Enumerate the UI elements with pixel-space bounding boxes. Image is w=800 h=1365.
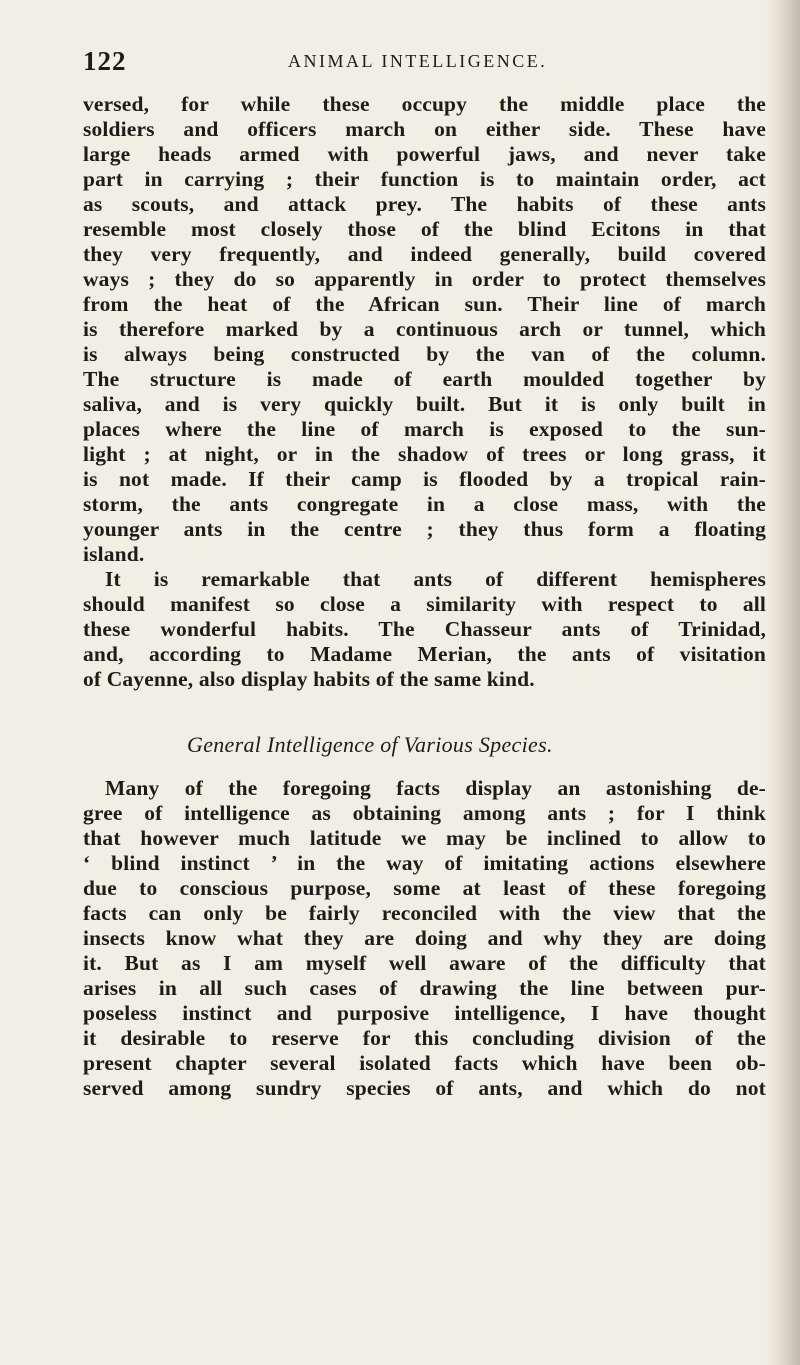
paragraph — [83, 567, 766, 692]
text-line: is always being constructed by the van of the column. — [83, 342, 766, 366]
text-line: present chapter several isolated facts which have been ob- — [83, 1051, 766, 1075]
text-line: should manifest so close a similarity with respect to all — [83, 592, 766, 616]
text-line: The structure is made of earth moulded together by — [83, 367, 766, 391]
text-line: is not made. If their camp is flooded by a tropical rain- — [83, 467, 766, 491]
running-head: ANIMAL INTELLIGENCE. — [288, 51, 548, 71]
text-line: part in carrying ; their function is to maintain order, act — [83, 167, 766, 191]
text-line: soldiers and officers march on either side. These have — [83, 117, 766, 141]
text-line: versed, for while these occupy the middle place the — [83, 92, 766, 116]
text-line: as scouts, and attack prey. The habits of these ants — [83, 192, 766, 216]
text-line: Many of the foregoing facts display an astonishing de- — [105, 776, 766, 800]
paragraph — [83, 776, 766, 1101]
text-line: resemble most closely those of the blind Ecitons in that — [83, 217, 766, 241]
section-heading: General Intelligence of Various Species. — [187, 732, 553, 757]
text-line: due to conscious purpose, some at least of these foregoing — [83, 876, 766, 900]
page-edge-shadow — [766, 0, 800, 1365]
text-line: younger ants in the centre ; they thus form a floating — [83, 517, 766, 541]
text-line: it. But as I am myself well aware of the difficulty that — [83, 951, 766, 975]
text-line: from the heat of the African sun. Their line of march — [83, 292, 766, 316]
text-line: it desirable to reserve for this concluding division of the — [83, 1026, 766, 1050]
text-line: storm, the ants congregate in a close mass, with the — [83, 492, 766, 516]
text-line: It is remarkable that ants of different hemispheres — [105, 567, 766, 591]
page-header — [83, 46, 743, 76]
text-line: arises in all such cases of drawing the line between pur- — [83, 976, 766, 1000]
page-body — [83, 92, 766, 1101]
text-line: ways ; they do so apparently in order to protect themselves — [83, 267, 766, 291]
text-line: that however much latitude we may be inclined to allow to — [83, 826, 766, 850]
text-line: served among sundry species of ants, and which do not — [83, 1076, 766, 1100]
page-number: 122 — [83, 46, 127, 76]
text-line: they very frequently, and indeed generally, build covered — [83, 242, 766, 266]
text-line: and, according to Madame Merian, the ants of visitation — [83, 642, 766, 666]
text-line: places where the line of march is exposed to the sun- — [83, 417, 766, 441]
text-line: poseless instinct and purposive intelligence, I have thought — [83, 1001, 766, 1025]
text-line: of Cayenne, also display habits of the same kind. — [83, 667, 535, 691]
text-line: large heads armed with powerful jaws, and never take — [83, 142, 766, 166]
paragraph — [83, 92, 766, 567]
text-line: ‘ blind instinct ’ in the way of imitating actions elsewhere — [83, 851, 766, 875]
text-line: saliva, and is very quickly built. But it is only built in — [83, 392, 766, 416]
text-line: island. — [83, 542, 145, 566]
text-line: insects know what they are doing and why they are doing — [83, 926, 766, 950]
text-line: these wonderful habits. The Chasseur ants of Trinidad, — [83, 617, 766, 641]
text-line: gree of intelligence as obtaining among ants ; for I think — [83, 801, 766, 825]
text-line: light ; at night, or in the shadow of trees or long grass, it — [83, 442, 766, 466]
text-line: is therefore marked by a continuous arch or tunnel, which — [83, 317, 766, 341]
text-line: facts can only be fairly reconciled with the view that the — [83, 901, 766, 925]
